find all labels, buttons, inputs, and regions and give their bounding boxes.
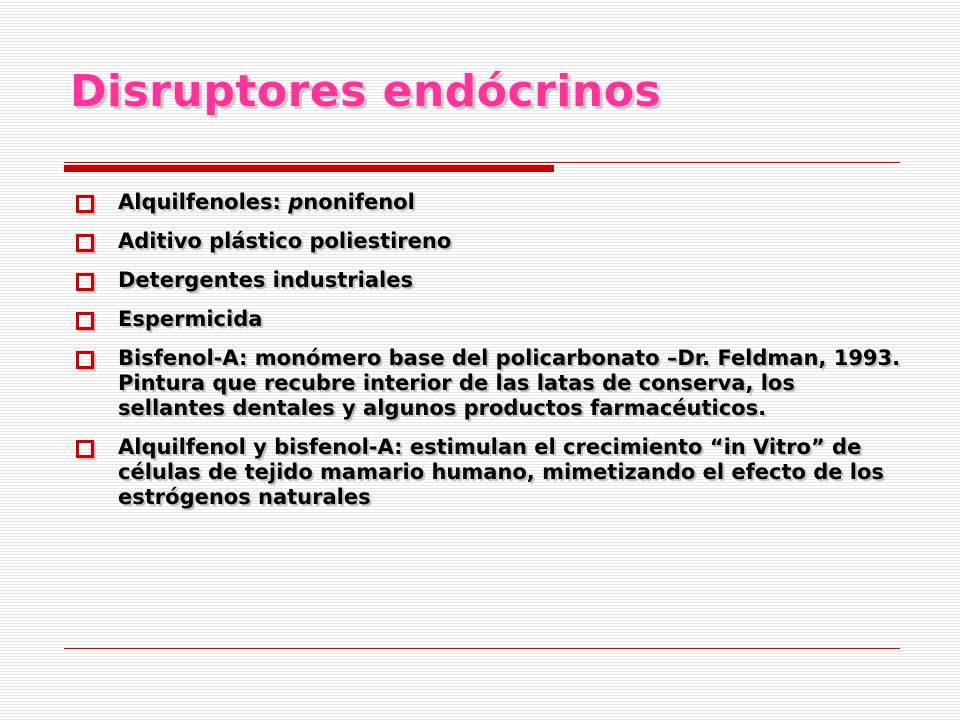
bullet-text: Espermicida <box>118 307 263 331</box>
square-bullet-icon <box>76 273 94 291</box>
bullet-item-bisfenol <box>76 346 906 421</box>
square-bullet-icon <box>76 312 94 330</box>
square-bullet-icon <box>76 234 94 252</box>
bullet-item-detergentes <box>76 268 906 293</box>
footer-divider <box>64 648 900 649</box>
bullet-text-italic: p <box>288 190 304 214</box>
slide-title: Disruptores endócrinos <box>70 66 662 117</box>
bullet-item-alquilfenoles <box>76 190 906 215</box>
square-bullet-icon <box>76 351 94 369</box>
bullet-item-alquilfenol-bisfenol <box>76 435 906 510</box>
square-bullet-icon <box>76 195 94 213</box>
bullet-text-suffix: nonifenol <box>303 190 415 214</box>
bullet-text: Bisfenol-A: monómero base del policarbonato –Dr. Feldman, 1993. Pintura que recubre interior de las latas de conserva, los sellantes dentales y algunos productos farmacéuticos. <box>118 346 901 420</box>
bullet-list <box>76 190 906 524</box>
bullet-item-aditivo <box>76 229 906 254</box>
bullet-item-espermicida <box>76 307 906 332</box>
bullet-text: Alquilfenol y bisfenol-A: estimulan el crecimiento “in Vitro” de células de tejido mamario humano, mimetizando el efecto de los estrógenos naturales <box>118 435 884 509</box>
bullet-text: Detergentes industriales <box>118 268 413 292</box>
title-divider-thin <box>64 162 900 163</box>
bullet-text: Aditivo plástico poliestireno <box>118 229 452 253</box>
square-bullet-icon <box>76 440 94 458</box>
bullet-text-prefix: Alquilfenoles: <box>118 190 289 214</box>
title-divider-thick <box>64 165 554 172</box>
